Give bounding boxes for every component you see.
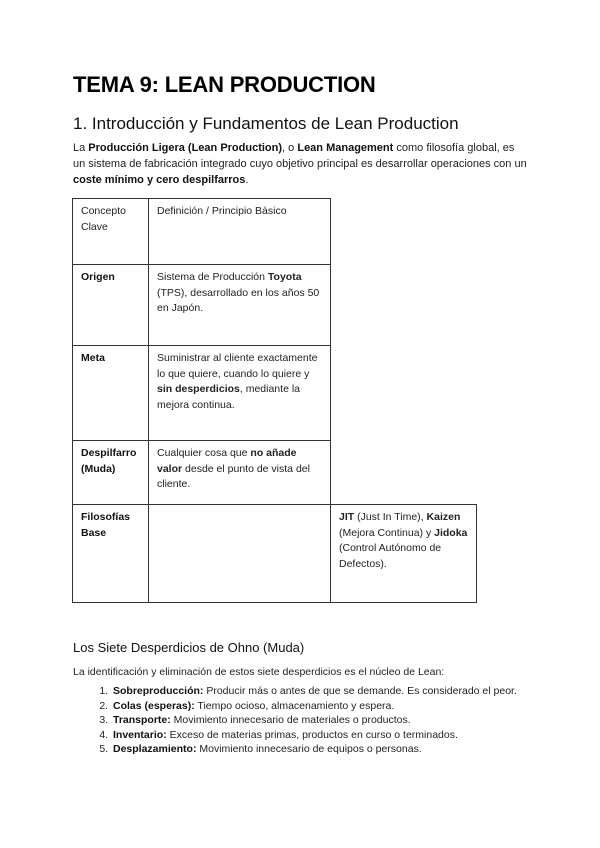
list-item-desc: Exceso de materias primas, productos en curso o terminados. — [166, 728, 458, 741]
definition-text: Sistema de Producción — [157, 271, 268, 283]
list-item — [111, 699, 556, 714]
list-item — [111, 728, 556, 743]
concepts-table — [72, 198, 477, 603]
subsection-heading: Los Siete Desperdicios de Ohno (Muda) — [73, 640, 305, 655]
empty-cell — [331, 199, 477, 265]
intro-bold-term: coste mínimo y cero despilfarros — [73, 174, 246, 186]
row-key-cell: Filosofías Base — [73, 505, 149, 603]
definition-text: Suministrar al cliente exactamente lo que quiere, cuando lo quiere y — [157, 352, 318, 380]
table-row — [73, 265, 477, 346]
document-title: TEMA 9: LEAN PRODUCTION — [73, 72, 376, 97]
list-item-desc: Movimiento innecesario de equipos o personas. — [196, 743, 422, 755]
definition-text: (TPS), desarrollado en los años 50 en Japón. — [157, 286, 320, 314]
list-item-term: Inventario: — [113, 728, 167, 741]
list-item-term: Sobreproducción: — [113, 685, 204, 697]
definition-bold: Jidoka — [434, 526, 468, 539]
list-item-desc: Tiempo ocioso, almacenamiento y espera. — [194, 699, 395, 712]
empty-cell — [331, 441, 477, 505]
list-item — [111, 684, 556, 699]
intro-text: La — [73, 142, 89, 154]
waste-list — [73, 684, 556, 757]
list-item-desc: Movimiento innecesario de materiales o productos. — [170, 714, 411, 726]
table-row — [73, 505, 477, 603]
intro-bold-term: Producción Ligera (Lean Production) — [88, 142, 283, 154]
intro-bold-term: Lean Management — [297, 142, 394, 154]
row-key-cell: Despilfarro (Muda) — [73, 441, 149, 505]
row-key-cell: Origen — [73, 265, 149, 346]
list-item-desc: Producir más o antes de que se demande. Es considerado el peor. — [203, 685, 517, 697]
definition-bold: no añade valor — [157, 447, 297, 475]
table-row — [73, 441, 477, 505]
list-item-term: Colas (esperas): — [113, 699, 195, 712]
header-cell-concept: Concepto Clave — [73, 199, 149, 265]
table-row — [73, 346, 477, 441]
section-heading: 1. Introducción y Fundamentos de Lean Production — [73, 114, 459, 133]
definition-bold: Kaizen — [426, 511, 461, 523]
row-key-cell: Meta — [73, 346, 149, 441]
definition-text: (Mejora Continua) y — [339, 526, 435, 539]
definition-bold: sin desperdicios — [157, 383, 240, 395]
row-definition-cell — [149, 346, 331, 441]
list-item-term: Transporte: — [113, 714, 171, 726]
empty-cell — [331, 346, 477, 441]
definition-bold: JIT — [339, 511, 355, 523]
definition-text: (Control Autónomo de Defectos). — [339, 542, 442, 570]
definition-text: , mediante la mejora continua. — [157, 383, 300, 411]
definition-bold: Toyota — [267, 271, 302, 283]
list-item — [111, 742, 556, 757]
row-definition-cell — [149, 265, 331, 346]
definition-text: Cualquier cosa que — [157, 447, 251, 459]
list-item — [111, 713, 556, 728]
intro-paragraph — [73, 140, 528, 188]
header-cell-definition: Definición / Principio Básico — [149, 199, 331, 265]
intro-text: como filosofía global, es un sistema de fabricación integrado cuyo objetivo principal es desarrollar operaciones con un — [73, 142, 527, 170]
row-definition-cell — [149, 505, 331, 603]
definition-text: (Just In Time), — [354, 511, 427, 523]
list-item-term: Desplazamiento: — [113, 743, 197, 755]
row-definition-cell — [149, 441, 331, 505]
empty-cell — [331, 265, 477, 346]
intro-text: , o — [282, 142, 298, 154]
subsection-lead: La identificación y eliminación de estos siete desperdicios es el núcleo de Lean: — [73, 666, 445, 678]
row-extra-cell — [331, 505, 477, 603]
table-header-row — [73, 199, 477, 265]
definition-text: desde el punto de vista del cliente. — [157, 462, 310, 490]
intro-text: . — [245, 174, 249, 186]
